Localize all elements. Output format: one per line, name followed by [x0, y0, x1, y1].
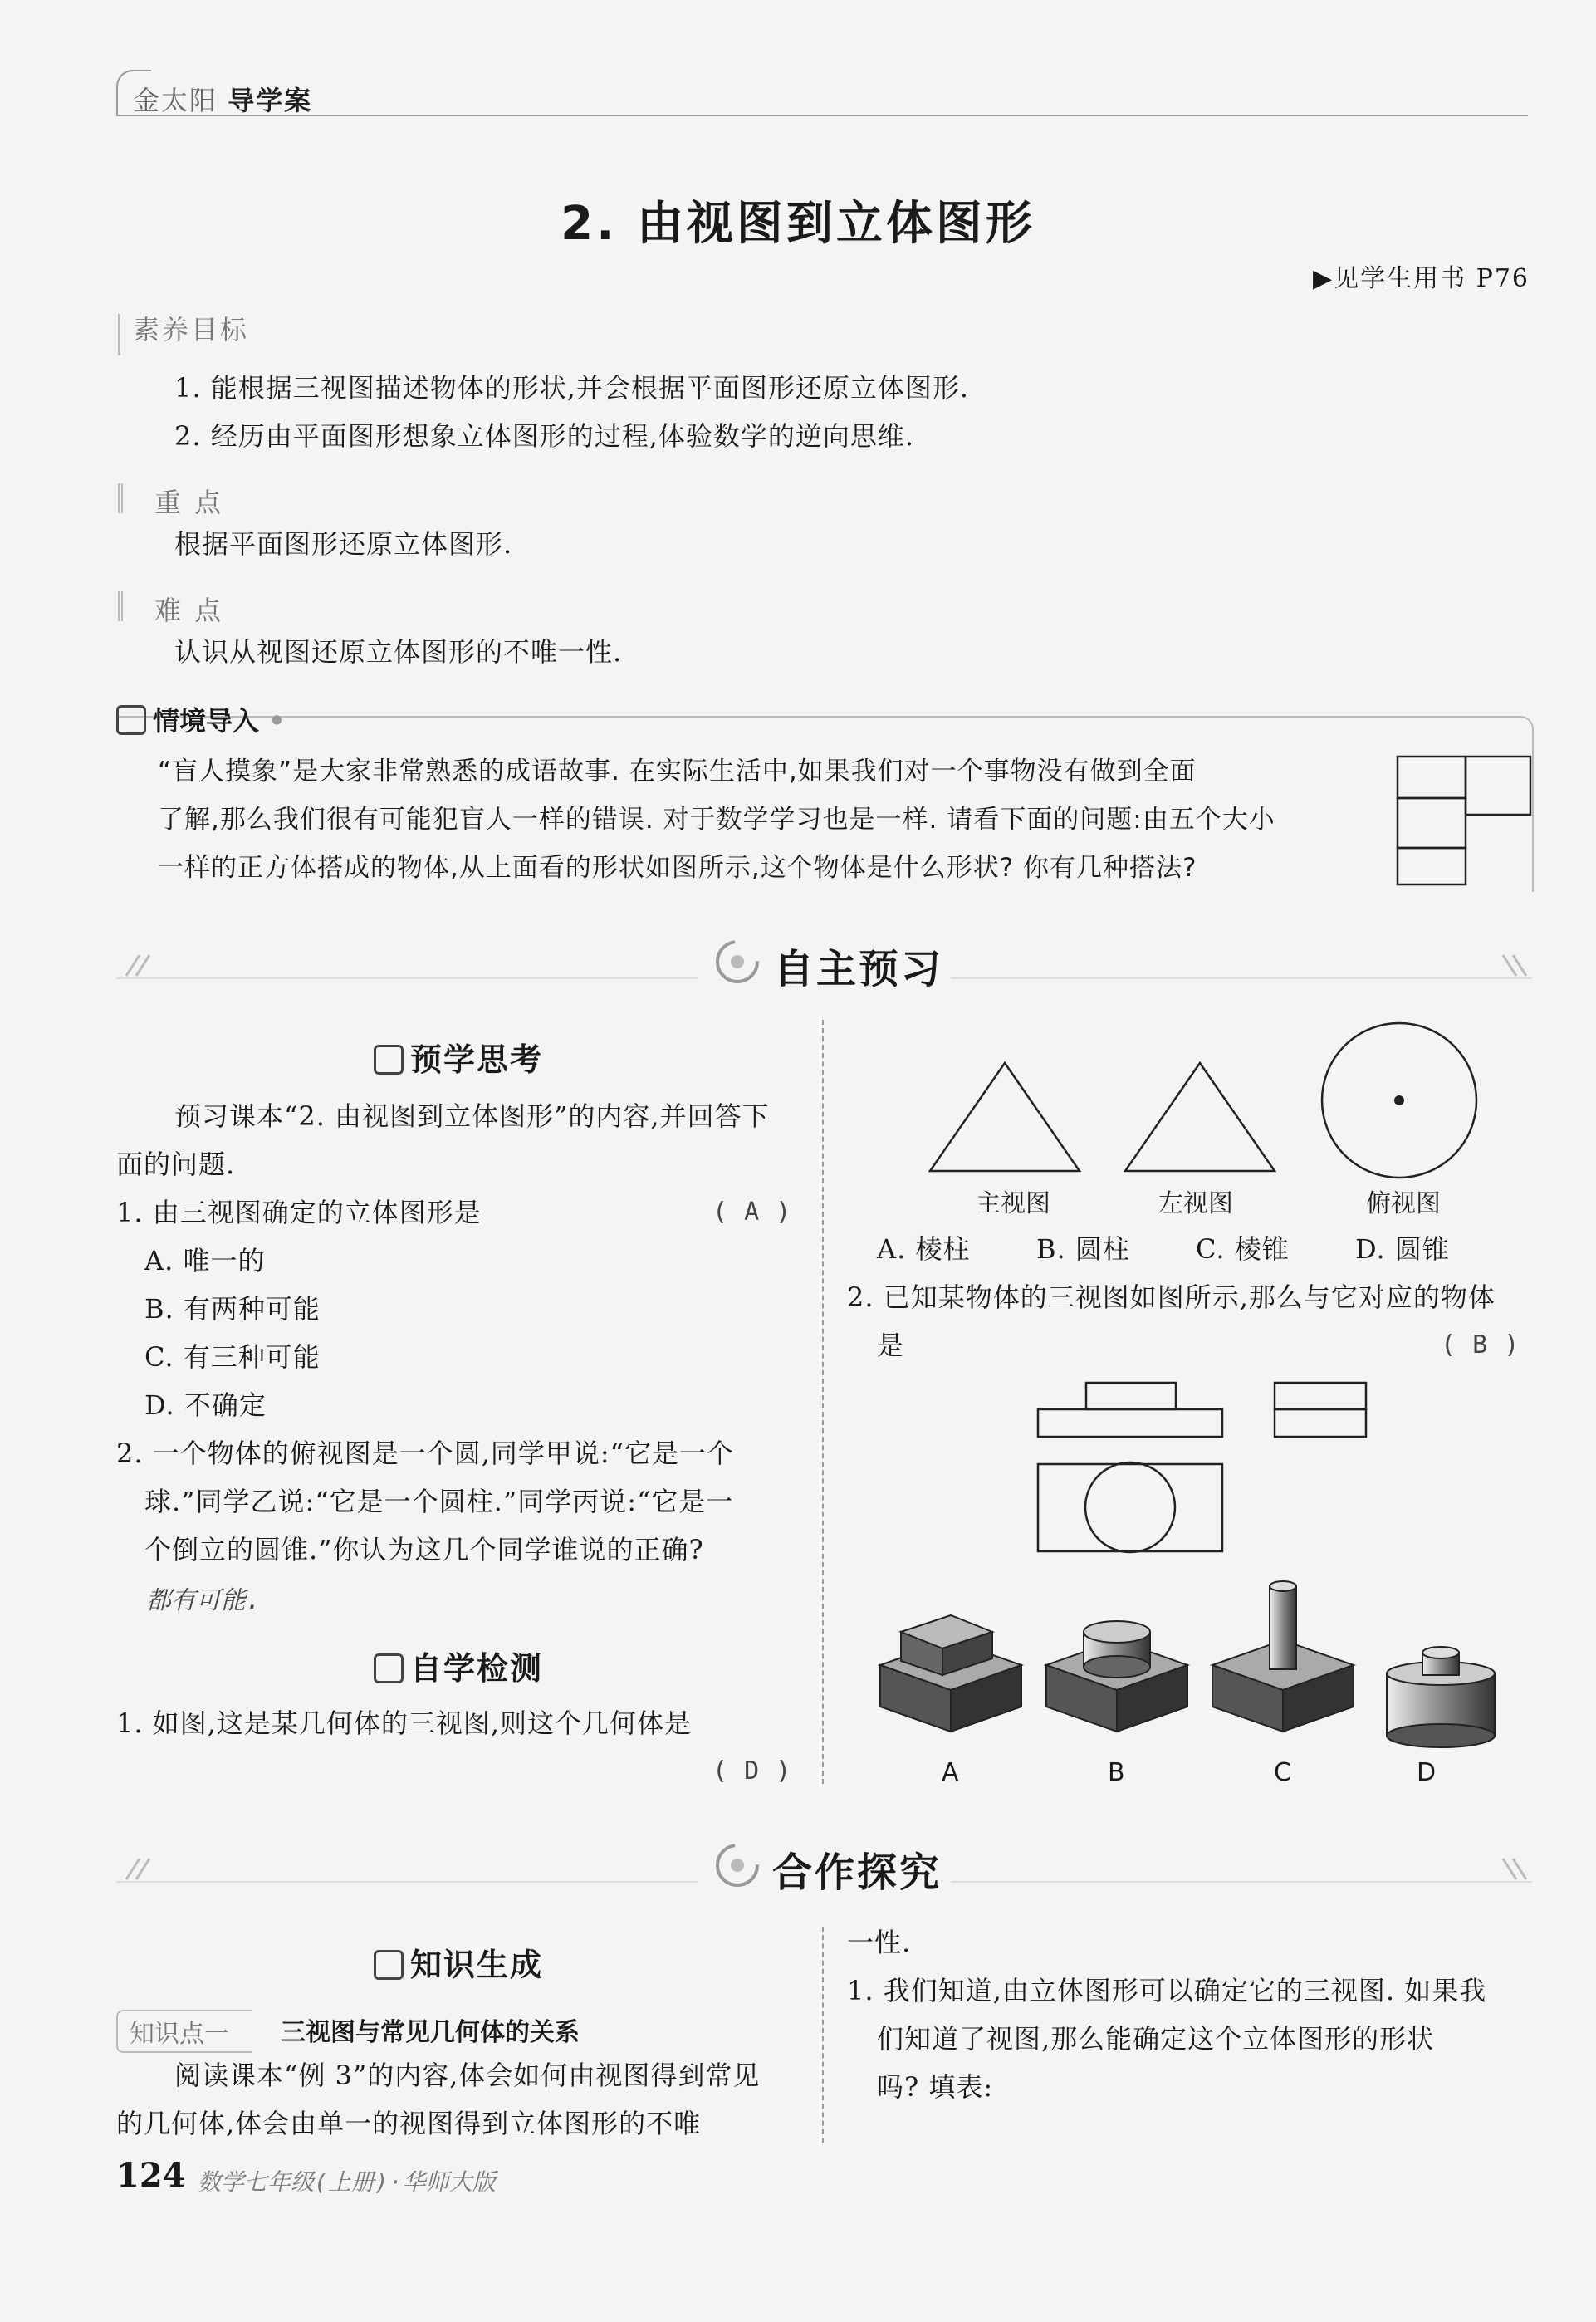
brand-sub: 导学案: [228, 85, 313, 116]
scene-icon: [116, 705, 146, 735]
header-rule: [116, 115, 1528, 116]
lesson-title: 2. 由视图到立体图形: [561, 197, 1035, 251]
column-divider-2: [822, 1927, 824, 2143]
q1-option-d: D. 不确定: [144, 1389, 267, 1421]
coop-left-2: 的几何体,体会由单一的视图得到立体图形的不唯: [116, 2108, 702, 2139]
solid-b: [1046, 1621, 1187, 1732]
book-title: 数学七年级(上册)·华师大版: [198, 2168, 496, 2196]
brand-main: 金太阳: [133, 85, 218, 116]
think-intro-2: 面的问题.: [116, 1149, 236, 1180]
think-intro-1: 预习课本“2. 由视图到立体图形”的内容,并回答下: [174, 1100, 770, 1132]
intro-heading: 情境导入 •: [116, 700, 286, 738]
check-heading: [374, 1643, 543, 1688]
think-heading: [374, 1034, 543, 1080]
cooperate-heading: 合作探究: [772, 1849, 942, 1896]
q1-option-c: C. 有三种可能: [144, 1341, 321, 1373]
q1-option-a: A. 唯一的: [144, 1245, 266, 1276]
top-view-figure: [1395, 752, 1536, 885]
key-point-text: 根据平面图形还原立体图形.: [174, 528, 513, 560]
q2-line-2: 球.”同学乙说:“它是一个圆柱.”同学丙说:“它是一: [144, 1486, 734, 1517]
point-tag: 知识点一: [116, 2010, 252, 2053]
think-label: 预学思考: [410, 1041, 544, 1078]
side-view-triangle: [1125, 1063, 1275, 1171]
solid-label-a: A: [942, 1758, 959, 1787]
difficulty-label: 难 点: [154, 595, 224, 626]
c2-line-1: 2. 已知某物体的三视图如图所示,那么与它对应的物体: [847, 1281, 1496, 1313]
intro-line-1: “盲人摸象”是大家非常熟悉的成语故事. 在实际生活中,如果我们对一个事物没有做到全面: [158, 757, 1197, 786]
check-label: 自学检测: [410, 1650, 544, 1687]
q2-handwritten-answer: 都有可能.: [146, 1586, 262, 1615]
intro-label: 情境导入: [153, 705, 260, 737]
c1-answer: ( D ): [712, 1756, 792, 1786]
coop-right-3: 们知道了视图,那么能确定这个立体图形的形状: [877, 2023, 1435, 2055]
label-top-view: 俯视图: [1366, 1189, 1441, 1218]
point-title: 三视图与常见几何体的关系: [281, 2018, 580, 2047]
c1-stem: 1. 如图,这是某几何体的三视图,则这个几何体是: [116, 1707, 693, 1739]
c1-option-a: A. 棱柱: [877, 1233, 971, 1265]
top-view-apex: [1394, 1095, 1404, 1105]
literacy-label: 素养目标: [133, 314, 250, 345]
label-side-view: 左视图: [1158, 1189, 1233, 1218]
solid-d: [1387, 1647, 1495, 1747]
difficulty-bar: [118, 591, 123, 621]
brand: [133, 80, 312, 118]
knowledge-label: 知识生成: [410, 1947, 544, 1983]
q2-line-3: 个倒立的圆锥.”你认为这几个同学谁说的正确?: [144, 1534, 704, 1565]
literacy-bar: [118, 314, 120, 355]
think-icon: [374, 1045, 404, 1075]
knowledge-icon: [374, 1950, 404, 1980]
page-number: 124: [116, 2156, 186, 2195]
difficulty-text: 认识从视图还原立体图形的不唯一性.: [174, 636, 623, 668]
check-icon: [374, 1653, 404, 1683]
solid-label-b: B: [1108, 1758, 1125, 1787]
q1-answer: ( A ): [712, 1198, 792, 1227]
c2-three-views: [1034, 1379, 1383, 1561]
q2-line-1: 2. 一个物体的俯视图是一个圆,同学甲说:“它是一个: [116, 1438, 735, 1469]
intro-line-3: 一样的正方体搭成的物体,从上面看的形状如图所示,这个物体是什么形状? 你有几种搭法?: [158, 853, 1197, 883]
self-study-heading: 自主预习: [774, 946, 944, 992]
intro-line-2: 了解,那么我们很有可能犯盲人一样的错误. 对于数学学习也是一样. 请看下面的问题:由五个大小: [158, 805, 1275, 835]
c2-line-2: 是: [877, 1330, 905, 1361]
literacy-item-1: 1. 能根据三视图描述物体的形状,并会根据平面图形还原立体图形.: [174, 372, 970, 404]
coop-left-1: 阅读课本“例 3”的内容,体会如何由视图得到常见: [174, 2060, 761, 2091]
c1-option-c: C. 棱锥: [1196, 1233, 1290, 1265]
knowledge-heading: [374, 1939, 543, 1985]
solid-label-d: D: [1417, 1758, 1437, 1787]
coop-right-4: 吗? 填表:: [877, 2071, 994, 2103]
solid-label-c: C: [1274, 1758, 1291, 1787]
literacy-item-2: 2. 经历由平面图形想象立体图形的过程,体验数学的逆向思维.: [174, 420, 915, 452]
q1-option-b: B. 有两种可能: [144, 1293, 321, 1325]
self-study-icon: [712, 937, 762, 987]
key-point-bar: [118, 483, 123, 513]
c1-option-d: D. 圆锥: [1355, 1233, 1450, 1265]
three-views-figure: [922, 1021, 1503, 1196]
q1-stem: 1. 由三视图确定的立体图形是: [116, 1197, 482, 1228]
book-reference: ▶见学生用书 P76: [1313, 264, 1530, 293]
solid-c: [1212, 1581, 1354, 1732]
c2-solids: [876, 1582, 1540, 1765]
c2-answer: ( B ): [1441, 1330, 1520, 1359]
coop-right-2: 1. 我们知道,由立体图形可以确定它的三视图. 如果我: [847, 1975, 1487, 2006]
key-point-label: 重 点: [154, 487, 224, 518]
label-front-view: 主视图: [976, 1189, 1050, 1218]
cooperate-icon: [712, 1840, 762, 1890]
column-divider: [822, 1020, 824, 1784]
solid-a: [880, 1615, 1021, 1732]
c1-option-b: B. 圆柱: [1036, 1233, 1130, 1265]
coop-right-1: 一性.: [847, 1927, 912, 1958]
front-view-triangle: [930, 1063, 1080, 1171]
